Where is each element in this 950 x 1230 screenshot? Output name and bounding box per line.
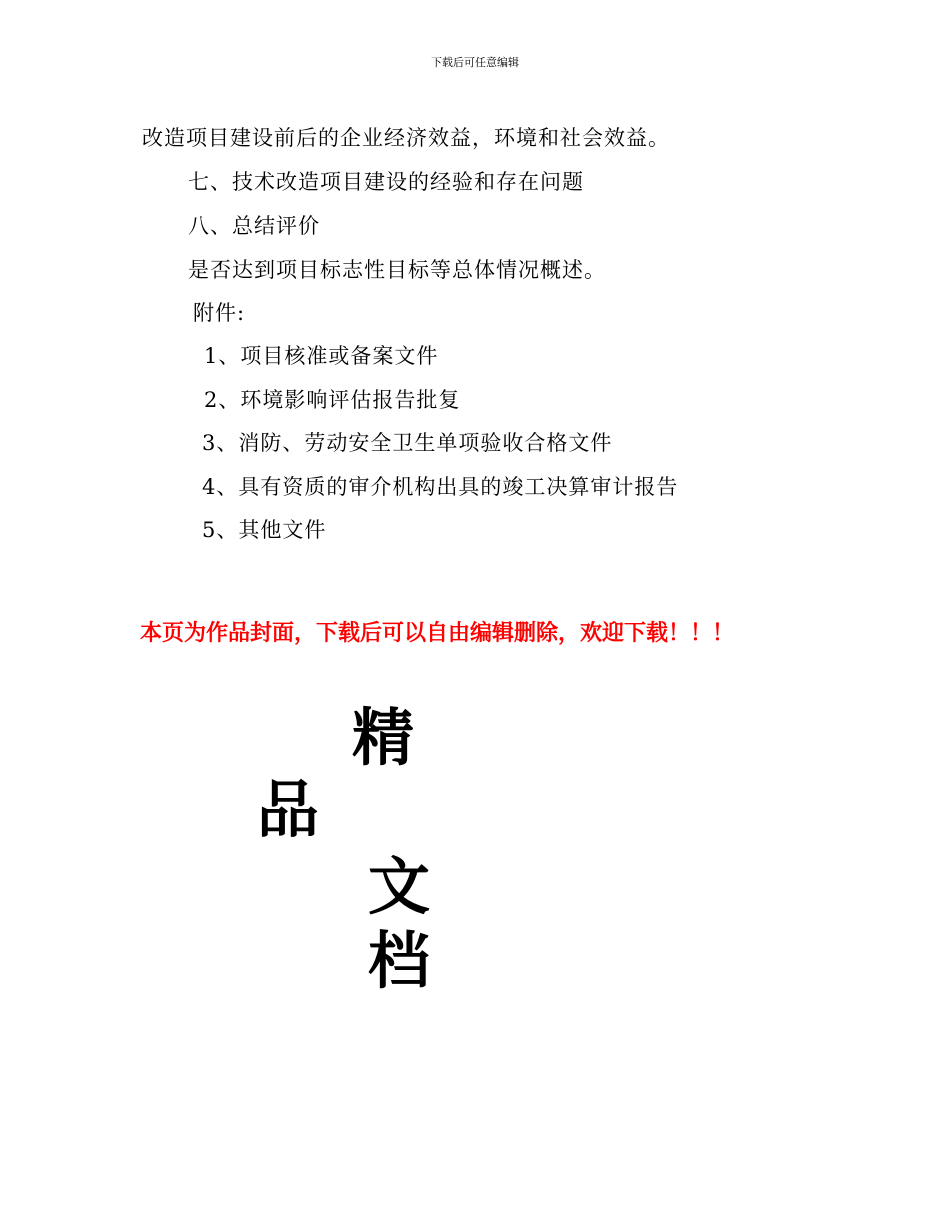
page-header: 下载后可任意编辑 [431,56,519,69]
download-banner: 本页为作品封面，下载后可以自由编辑删除，欢迎下载！！！ [140,621,735,646]
attachment-item-4: 4、具有资质的审介机构出具的竣工决算审计报告 [202,475,679,499]
cover-char-dang: 档 [368,924,431,997]
cover-char-pin: 品 [257,773,320,846]
attachment-item-3: 3、消防、劳动安全卫生单项验收合格文件 [202,431,613,455]
cover-char-wen: 文 [368,850,431,923]
attachment-item-1: 1、项目核准或备案文件 [204,344,439,368]
section-heading-7: 七、技术改造项目建设的经验和存在问题 [188,170,584,194]
attachments-label: 附件: [193,301,246,325]
attachment-item-5: 5、其他文件 [202,518,327,542]
section-heading-8: 八、总结评价 [188,214,320,238]
cover-char-jing: 精 [352,701,415,774]
body-line-summary: 是否达到项目标志性目标等总体情况概述。 [188,258,606,282]
attachment-item-2: 2、环境影响评估报告批复 [204,388,461,412]
body-line-1: 改造项目建设前后的企业经济效益，环境和社会效益。 [142,126,670,150]
